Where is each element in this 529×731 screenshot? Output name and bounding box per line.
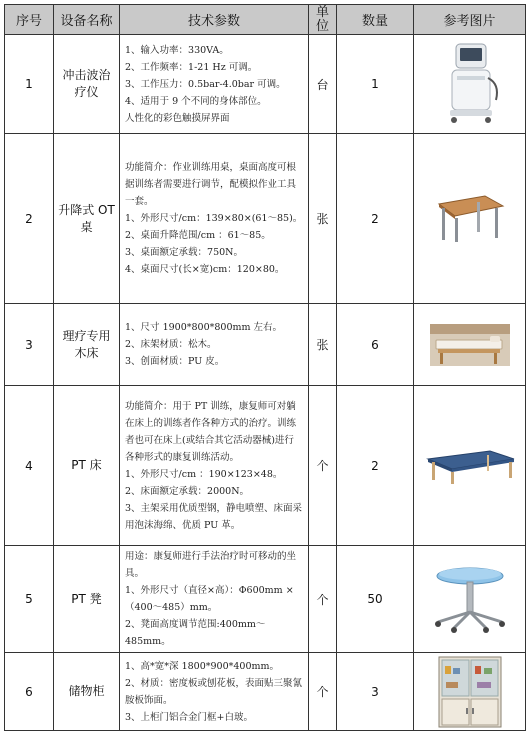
spec-line: 1、高*宽*深 1800*900*400mm。 xyxy=(125,660,280,672)
quantity: 2 xyxy=(337,386,414,546)
spec-line: 2、凳面高度调节范围:400mm～485mm。 xyxy=(125,619,266,647)
unit: 台 xyxy=(309,35,337,134)
spec-line: 3、桌面额定承载：750N。 xyxy=(125,247,243,258)
table-row xyxy=(5,546,526,653)
spec-line: 用途：康复师进行手法治疗时可移动的坐具。 xyxy=(125,551,297,579)
quantity: 6 xyxy=(337,304,414,386)
row-number: 5 xyxy=(5,546,54,653)
quantity: 3 xyxy=(337,653,414,731)
spec-line: 2、工作频率：1-21 Hz 可调。 xyxy=(125,61,258,73)
reference-image-cell xyxy=(414,134,526,304)
pt-bed-image xyxy=(424,447,516,485)
spec-line: 1、输入功率：330VA。 xyxy=(125,44,229,56)
tech-spec xyxy=(120,546,309,653)
row-number: 2 xyxy=(5,134,54,304)
spec-line: 2、床架材质：松木。 xyxy=(125,339,217,350)
spec-line: 1、外形尺寸/cm ：190×123×48。 xyxy=(125,468,283,480)
spec-line: 4、桌面尺寸(长×宽)cm：120×80。 xyxy=(125,264,285,275)
equipment-name: PT 床 xyxy=(54,386,120,546)
spec-line: 2、材质：密度板或刨花板，表面贴三聚氰胺板饰面。 xyxy=(125,677,303,706)
row-number: 3 xyxy=(5,304,54,386)
spec-line: 3、上柜门铝合金门框+白玻。 xyxy=(125,711,254,723)
header-spec: 技术参数 xyxy=(120,5,309,35)
storage-cabinet-image xyxy=(437,656,503,728)
equipment-table xyxy=(4,4,526,731)
header-unit: 单位 xyxy=(309,5,337,35)
quantity: 2 xyxy=(337,134,414,304)
header-name: 设备名称 xyxy=(54,5,120,35)
wooden-bed-image xyxy=(430,324,510,366)
unit: 张 xyxy=(309,134,337,304)
unit: 张 xyxy=(309,304,337,386)
pt-stool-image xyxy=(428,564,512,634)
reference-image-cell xyxy=(414,35,526,134)
equipment-name: 储物柜 xyxy=(54,653,120,731)
spec-line: 2、床面额定承载：2000N。 xyxy=(125,485,250,497)
tech-spec xyxy=(120,386,309,546)
spec-line: 1、外形尺寸（直径×高）：Φ600mm ×（400～485）mm。 xyxy=(125,585,294,613)
equipment-name: 冲击波治疗仪 xyxy=(54,35,120,134)
reference-image-cell xyxy=(414,386,526,546)
unit: 个 xyxy=(309,653,337,731)
spec-line: 人性化的彩色触摸屏界面 xyxy=(125,112,230,124)
quantity: 1 xyxy=(337,35,414,134)
header-no: 序号 xyxy=(5,5,54,35)
unit: 个 xyxy=(309,386,337,546)
table-row xyxy=(5,35,526,134)
row-number: 1 xyxy=(5,35,54,134)
reference-image-cell xyxy=(414,653,526,731)
quantity: 50 xyxy=(337,546,414,653)
spec-line: 1、尺寸 1900*800*800mm 左右。 xyxy=(125,322,283,333)
equipment-name: PT 凳 xyxy=(54,546,120,653)
spec-line: 3、工作压力：0.5bar-4.0bar 可调。 xyxy=(125,78,286,90)
spec-line: 4、适用于 9 个不同的身体部位。 xyxy=(125,95,267,107)
spec-line: 1、外形尺寸/cm：139×80×(61～85)。 xyxy=(125,213,303,224)
spec-line: 3、主架采用优质型钢，静电喷塑、床面采用泡沫海绵、优质 PU 革。 xyxy=(125,502,303,531)
ot-table-image xyxy=(433,194,507,244)
spec-line: 2、桌面升降范围/cm ：61～85。 xyxy=(125,230,271,241)
table-header-row xyxy=(5,5,526,35)
table-row xyxy=(5,653,526,731)
tech-spec xyxy=(120,653,309,731)
header-image: 参考图片 xyxy=(414,5,526,35)
row-number: 4 xyxy=(5,386,54,546)
equipment-name: 理疗专用木床 xyxy=(54,304,120,386)
shockwave-therapy-device-image xyxy=(438,42,502,126)
table-row xyxy=(5,304,526,386)
row-number: 6 xyxy=(5,653,54,731)
table-row xyxy=(5,386,526,546)
spec-line: 功能简介：用于 PT 训练，康复师可对躺在床上的训练者作各种方式的治疗。训练者也可在床上(或结合其它活动器械)进行各种形式的康复训练活动。 xyxy=(125,400,297,463)
tech-spec xyxy=(120,134,309,304)
spec-line: 3、创面材质：PU 皮。 xyxy=(125,356,225,367)
equipment-name: 升降式 OT 桌 xyxy=(54,134,120,304)
tech-spec xyxy=(120,35,309,134)
reference-image-cell xyxy=(414,304,526,386)
reference-image-cell xyxy=(414,546,526,653)
header-qty: 数量 xyxy=(337,5,414,35)
unit: 个 xyxy=(309,546,337,653)
tech-spec xyxy=(120,304,309,386)
table-row xyxy=(5,134,526,304)
spec-line: 功能简介：作业训练用桌，桌面高度可根据训练者需要进行调节，配模拟作业工具一套。 xyxy=(125,162,297,207)
